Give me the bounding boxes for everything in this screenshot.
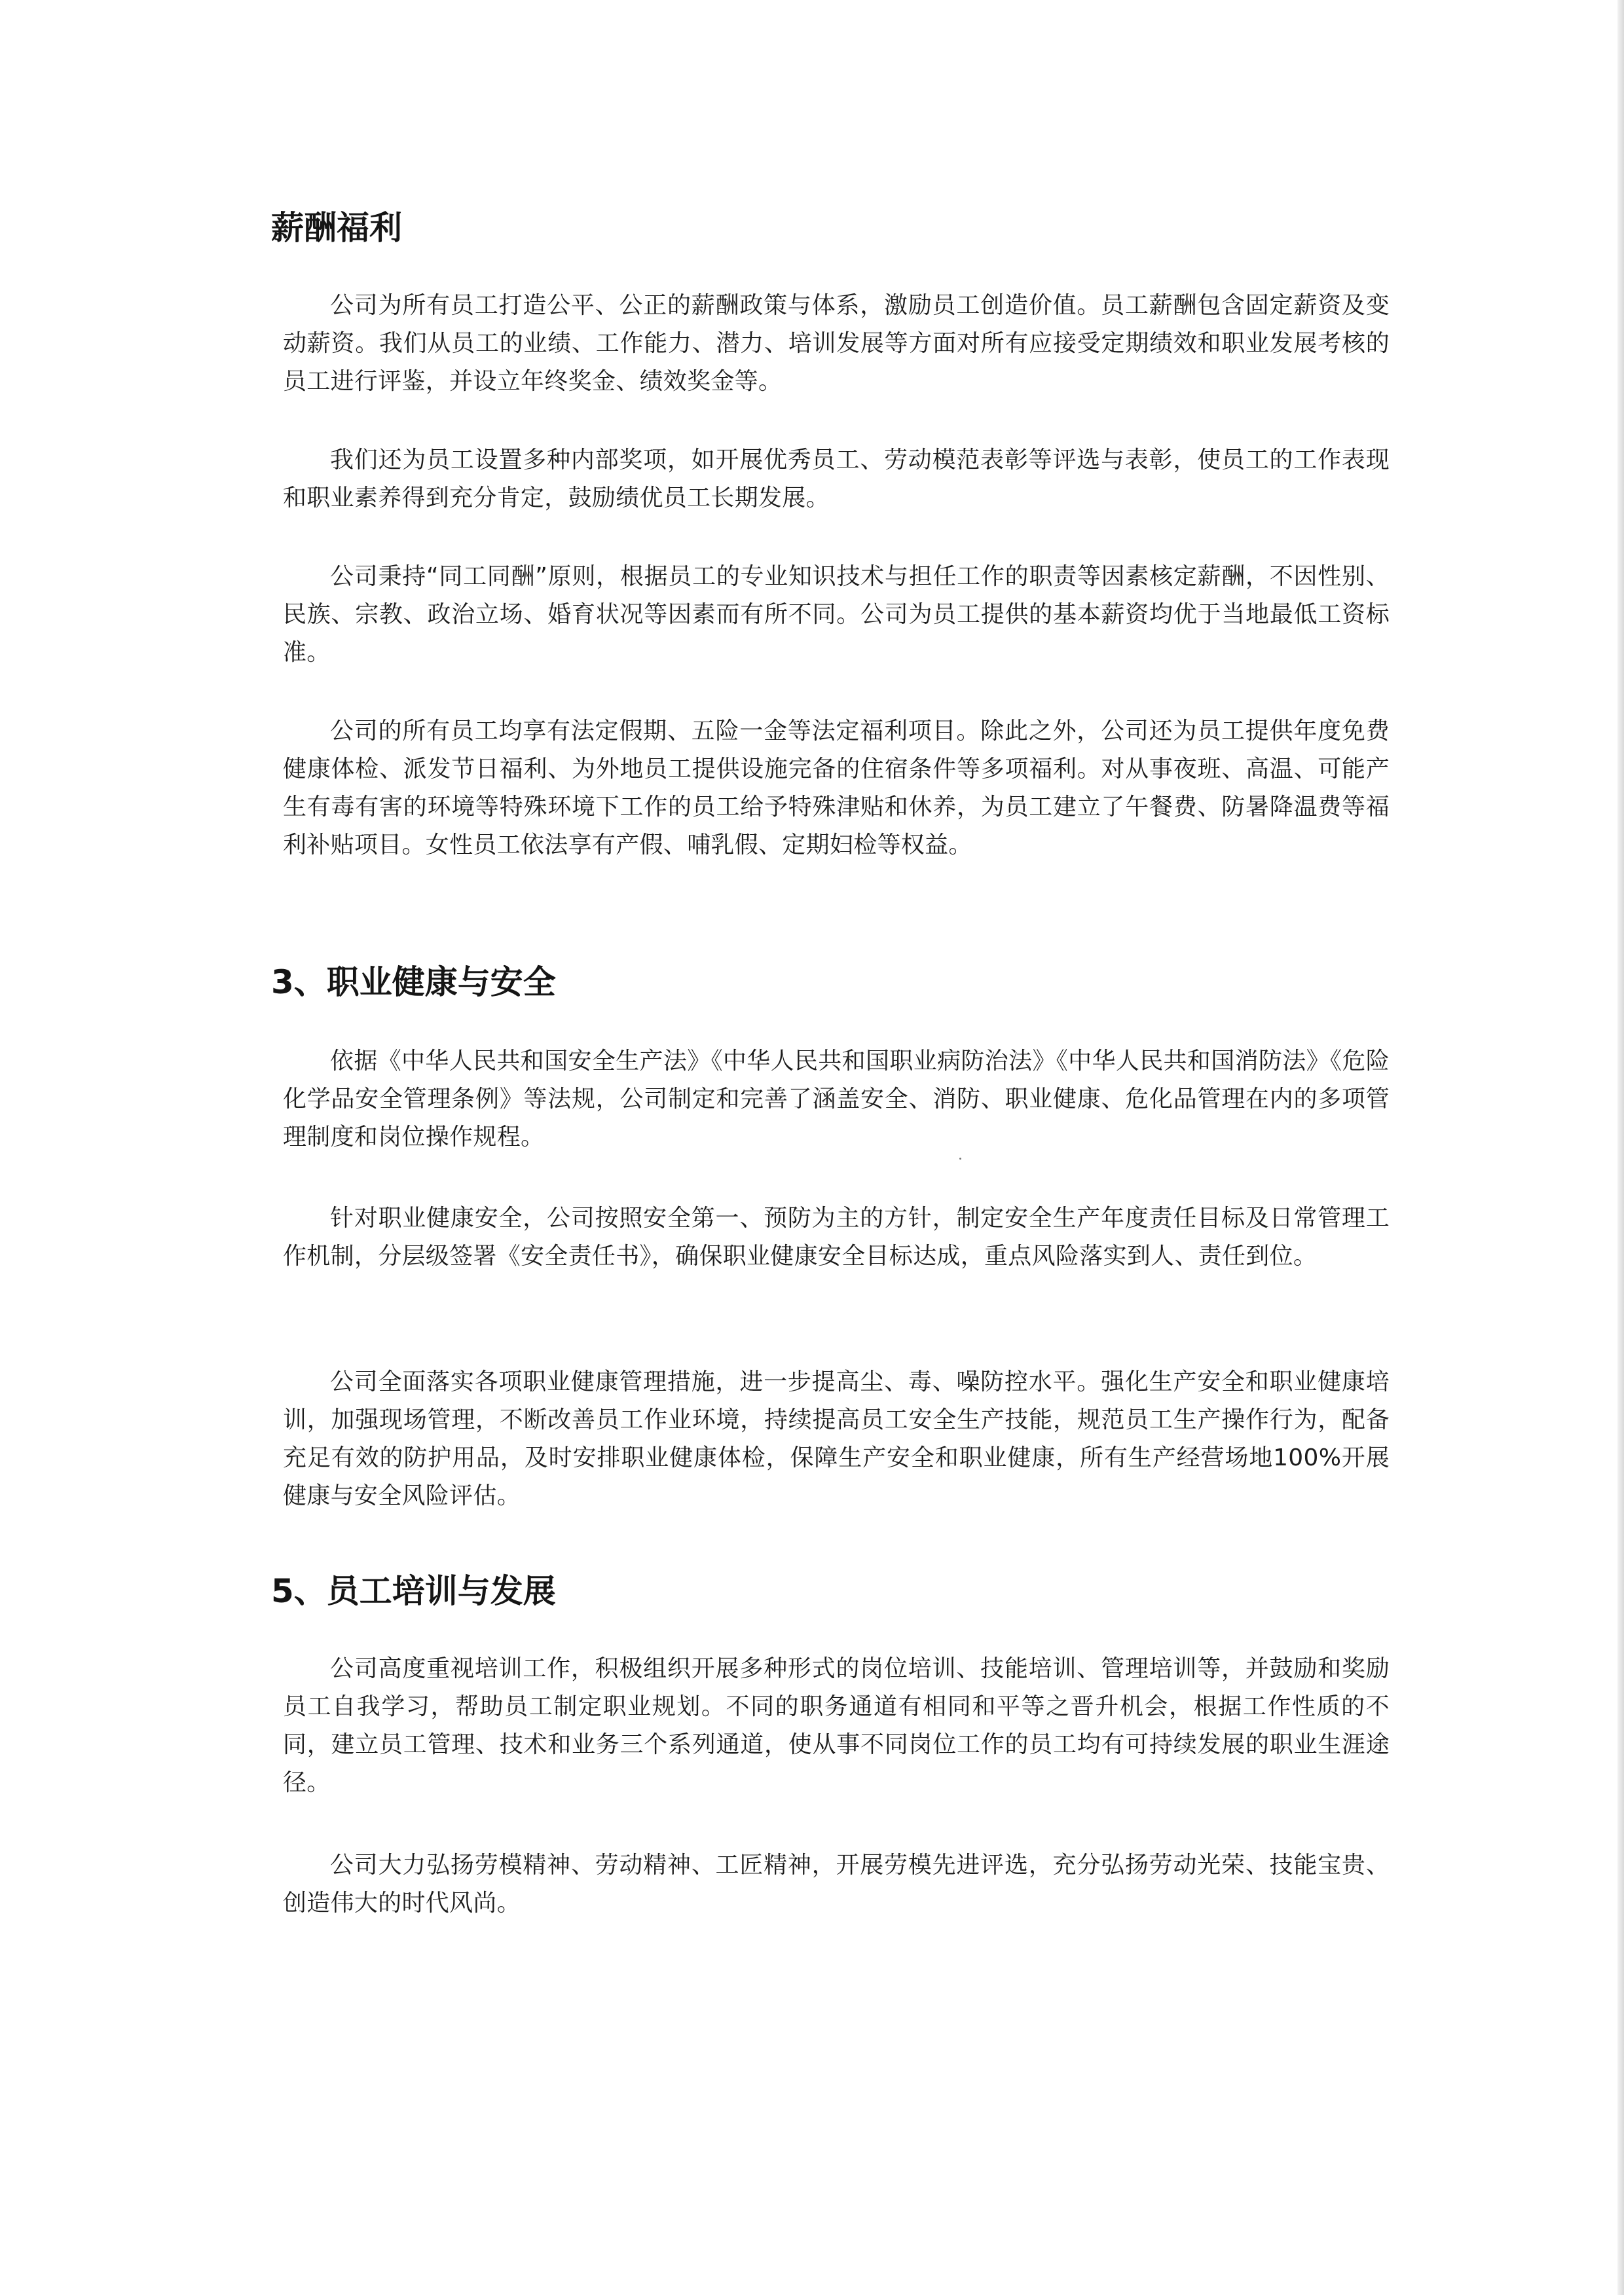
paragraph-equal-pay: 公司秉持“同工同酬”原则，根据员工的专业知识技术与担任工作的职责等因素核定薪酬，不因性别、民族、宗教、政治立场、婚育状况等因素而有所不同。公司为员工提供的基本薪资均优于当地最低工资标准。 xyxy=(283,563,1390,666)
scan-speck xyxy=(959,1158,961,1160)
section-heading-compensation: 薪酬福利 xyxy=(271,209,402,247)
paragraph-safety-regulations: 依据《中华人民共和国安全生产法》《中华人民共和国职业病防治法》《中华人民共和国消防法》《危险化学品安全管理条例》等法规，公司制定和完善了涵盖安全、消防、职业健康、危化品管理在内的多项管理制度和岗位操作规程。 xyxy=(283,1048,1390,1150)
paragraph-health-measures: 公司全面落实各项职业健康管理措施，进一步提高尘、毒、噪防控水平。强化生产安全和职业健康培训，加强现场管理，不断改善员工作业环境，持续提高员工安全生产技能，规范员工生产操作行为，配备充足有效的防护用品，及时安排职业健康体检，保障生产安全和职业健康，所有生产经营场地100%开展健康与安全风险评估。 xyxy=(283,1368,1390,1509)
scan-page-edge xyxy=(1617,0,1624,2295)
paragraph-safety-responsibility: 针对职业健康安全，公司按照安全第一、预防为主的方针，制定安全生产年度责任目标及日常管理工作机制，分层级签署《安全责任书》，确保职业健康安全目标达成，重点风险落实到人、责任到位。 xyxy=(283,1205,1390,1270)
section-heading-training: 5、员工培训与发展 xyxy=(271,1572,556,1610)
paragraph-model-worker-spirit: 公司大力弘扬劳模精神、劳动精神、工匠精神，开展劳模先进评选，充分弘扬劳动光荣、技能宝贵、创造伟大的时代风尚。 xyxy=(283,1852,1390,1917)
paragraph-internal-awards: 我们还为员工设置多种内部奖项，如开展优秀员工、劳动模范表彰等评选与表彰，使员工的工作表现和职业素养得到充分肯定，鼓励绩优员工长期发展。 xyxy=(283,447,1390,511)
paragraph-benefits: 公司的所有员工均享有法定假期、五险一金等法定福利项目。除此之外，公司还为员工提供年度免费健康体检、派发节日福利、为外地员工提供设施完备的住宿条件等多项福利。对从事夜班、高温、可能产生有毒有害的环境等特殊环境下工作的员工给予特殊津贴和休养，为员工建立了午餐费、防暑降温费等福利补贴项目。女性员工依法享有产假、哺乳假、定期妇检等权益。 xyxy=(283,718,1390,858)
paragraph-compensation-policy: 公司为所有员工打造公平、公正的薪酬政策与体系，激励员工创造价值。员工薪酬包含固定薪资及变动薪资。我们从员工的业绩、工作能力、潜力、培训发展等方面对所有应接受定期绩效和职业发展考核的员工进行评鉴，并设立年终奖金、绩效奖金等。 xyxy=(283,292,1390,395)
paragraph-training-programs: 公司高度重视培训工作，积极组织开展多种形式的岗位培训、技能培训、管理培训等，并鼓励和奖励员工自我学习，帮助员工制定职业规划。不同的职务通道有相同和平等之晋升机会，根据工作性质的不同，建立员工管理、技术和业务三个系列通道，使从事不同岗位工作的员工均有可持续发展的职业生涯途径。 xyxy=(283,1655,1390,1796)
section-heading-health-safety: 3、职业健康与安全 xyxy=(271,963,556,1001)
